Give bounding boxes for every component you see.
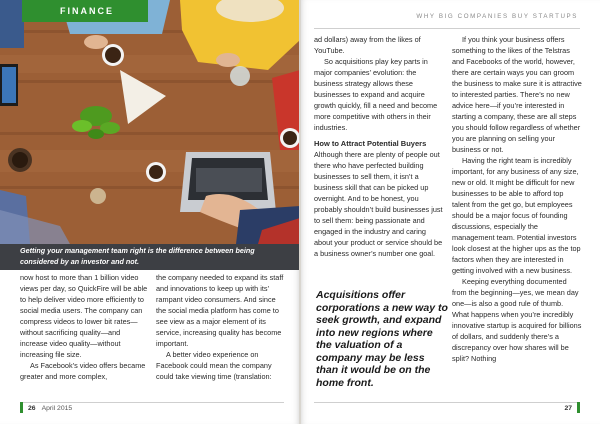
right-column-1: [314, 34, 444, 259]
footer-accent-mark: [577, 402, 580, 413]
paragraph: A better video experience on Facebook could mean the company could take viewing time (translation:: [156, 350, 272, 381]
paragraph: So acquisitions play key parts in major companies’ evolution: the business strategy allows these businesses to expand and acquire growth quickly, fill a need and become more competitive with others in their industries.: [314, 57, 438, 132]
paragraph: the company needed to expand its staff and innovations to keep up with its’ rampant video consumers. And since the social media platform has come to see view as a major element of its service, increasing quality has become important.: [156, 273, 284, 348]
photo-caption: Getting your management team right is the difference between being considered by an investor and not.: [0, 244, 300, 270]
paragraph: As Facebook’s video offers became greater and more complex,: [20, 361, 146, 381]
paragraph: ad dollars) away from the likes of YouTube.: [314, 35, 421, 55]
running-head: WHY BIG COMPANIES BUY STARTUPS: [416, 13, 578, 20]
left-folio: [28, 405, 72, 412]
footer-rule: [314, 402, 580, 403]
footer-rule: [20, 402, 284, 403]
paragraph: Keeping everything documented from the beginning—yes, we mean day one—is also a good rule of thumb. What happens when you’re incredibly innovative startup is acquired for billions of dollars, and suddenly there’s a discrepancy over how shares will be split? Nothing: [452, 277, 582, 363]
team-meeting-photo: [0, 0, 300, 244]
page-number: 26: [28, 405, 36, 412]
section-tab: FINANCE: [22, 0, 148, 22]
paragraph: now host to more than 1 billion video views per day, so QuickFire will be able to help deliver video more efficiently to social media users. The company can compress videos to lower bit rates—without sacrificing quality—and increase video quality—without increasing file size.: [20, 273, 148, 359]
page-number: 27: [564, 405, 572, 412]
pull-quote: Acquisitions offer corporations a new way to seek growth, and expand into new regions where the valuation of a company may be less than it would be on the home front.: [316, 289, 448, 389]
paragraph: Although there are plenty of people out there who have perfected building businesses to sell them, it isn’t a business skill that can be picked up overnight. And to be honest, you probably shouldn’t build businesses just to sell them: being passionate and engaged in the industry and caring about your product or service should be a business owner’s number one goal.: [314, 150, 443, 258]
page-gutter: [299, 0, 301, 424]
footer-accent-mark: [20, 402, 23, 413]
photo-illustration: [0, 0, 300, 244]
header-rule: [314, 28, 580, 29]
paragraph: Having the right team is incredibly important, for any business of any size, new or old. It might be difficult for new businesses to be able to afford top talent from the get go, but employees should be a major focus of founding discussions, especially the management team. Potential investors look closest at the higher ups as the top factors when they are interested in getting involved with a new business.: [452, 156, 581, 275]
left-column-2: [156, 272, 284, 382]
subheading: How to Attract Potential Buyers: [314, 139, 427, 148]
issue-date: April 2015: [41, 405, 73, 412]
right-column-2: [452, 34, 582, 364]
paragraph: If you think your business offers something to the likes of the Telstras and Facebooks of the world, however, there are certain ways you can groom the business to make sure it is attractive to interested parties. There’s no new advice here—if you’re interested in starting a company, these are all steps you should follow regardless of whether you are planning on selling your business or not.: [452, 35, 582, 154]
left-column-1: [20, 272, 148, 382]
